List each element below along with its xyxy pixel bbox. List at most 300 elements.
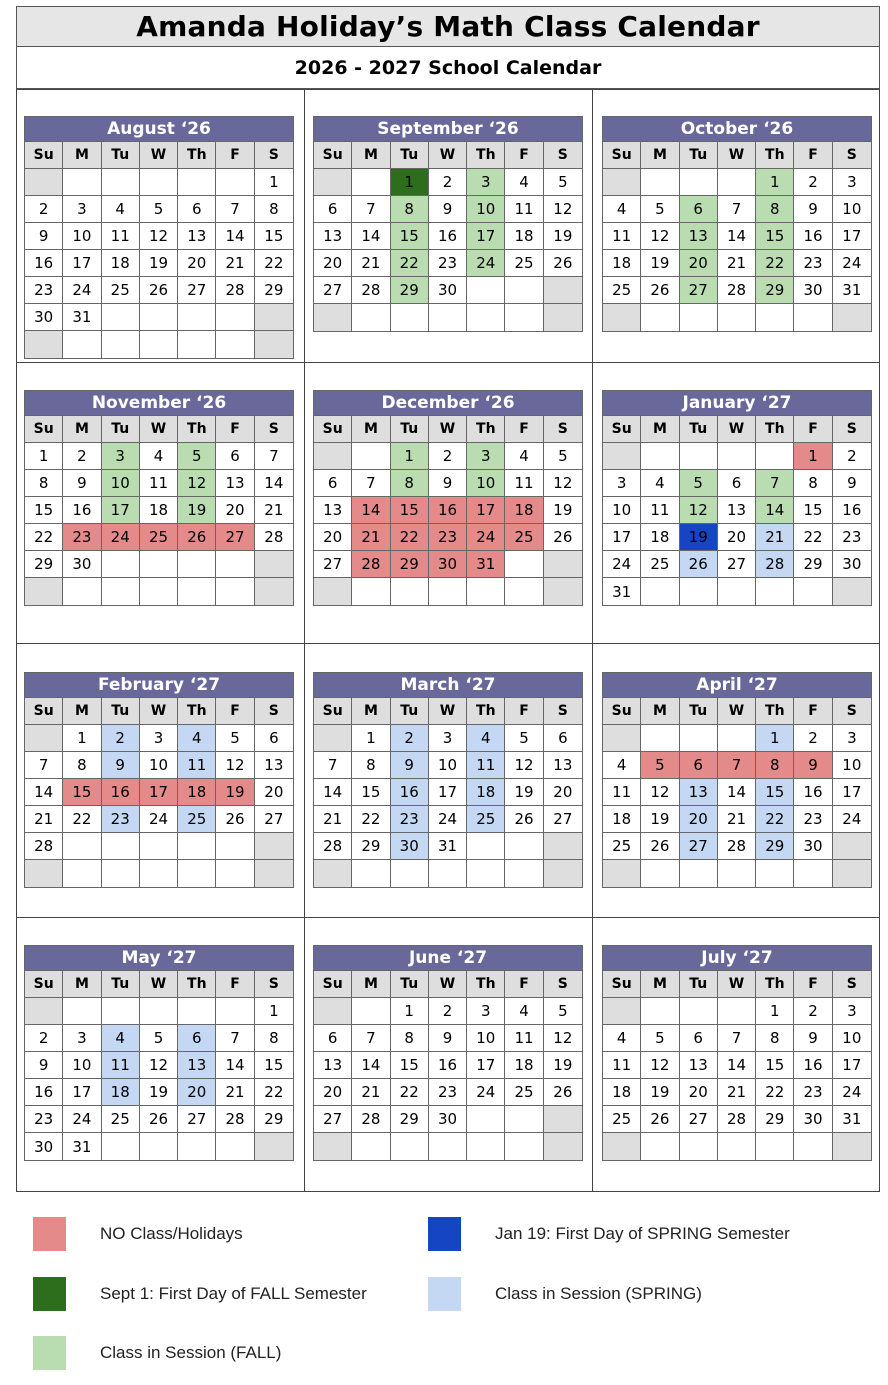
day-cell: 12 bbox=[505, 752, 543, 779]
weekday-header: S bbox=[544, 416, 582, 443]
empty-cell bbox=[603, 443, 641, 470]
day-cell: 30 bbox=[391, 833, 429, 860]
empty-cell bbox=[255, 304, 293, 331]
weekday-header: S bbox=[544, 971, 582, 998]
day-cell: 5 bbox=[641, 752, 679, 779]
empty-cell bbox=[314, 169, 352, 196]
weekday-header: Tu bbox=[391, 698, 429, 725]
empty-cell bbox=[718, 169, 756, 196]
day-cell: 14 bbox=[352, 497, 390, 524]
weekday-header: Th bbox=[467, 698, 505, 725]
day-cell: 8 bbox=[756, 196, 794, 223]
day-cell: 20 bbox=[680, 806, 718, 833]
empty-cell bbox=[178, 860, 216, 887]
day-cell: 9 bbox=[102, 752, 140, 779]
day-cell: 14 bbox=[25, 779, 63, 806]
day-cell: 30 bbox=[794, 1106, 832, 1133]
day-cell: 26 bbox=[544, 1079, 582, 1106]
empty-cell bbox=[429, 304, 467, 331]
month-calendar bbox=[24, 116, 294, 359]
day-cell: 31 bbox=[833, 1106, 871, 1133]
day-cell: 10 bbox=[467, 470, 505, 497]
day-cell: 11 bbox=[603, 1052, 641, 1079]
weekday-header: F bbox=[505, 971, 543, 998]
day-cell: 3 bbox=[467, 998, 505, 1025]
day-cell: 22 bbox=[391, 524, 429, 551]
day-cell: 26 bbox=[505, 806, 543, 833]
day-cell: 1 bbox=[63, 725, 101, 752]
day-cell: 17 bbox=[63, 1079, 101, 1106]
weekday-header: Su bbox=[314, 416, 352, 443]
legend-item-fall-session bbox=[33, 1336, 281, 1370]
empty-cell bbox=[505, 551, 543, 578]
day-cell: 19 bbox=[680, 524, 718, 551]
empty-cell bbox=[544, 833, 582, 860]
day-cell: 18 bbox=[102, 250, 140, 277]
day-cell: 20 bbox=[255, 779, 293, 806]
legend-item-spring-start bbox=[428, 1217, 790, 1251]
day-cell: 12 bbox=[641, 223, 679, 250]
day-cell: 8 bbox=[63, 752, 101, 779]
day-cell: 4 bbox=[603, 752, 641, 779]
empty-cell bbox=[544, 551, 582, 578]
day-cell: 5 bbox=[641, 196, 679, 223]
day-cell: 10 bbox=[140, 752, 178, 779]
day-cell: 15 bbox=[391, 223, 429, 250]
weekday-header: S bbox=[255, 142, 293, 169]
day-cell: 18 bbox=[603, 806, 641, 833]
day-cell: 29 bbox=[391, 277, 429, 304]
day-cell: 23 bbox=[25, 1106, 63, 1133]
empty-cell bbox=[505, 277, 543, 304]
empty-cell bbox=[680, 578, 718, 605]
day-cell: 12 bbox=[140, 223, 178, 250]
weekday-header: Su bbox=[314, 142, 352, 169]
empty-cell bbox=[25, 860, 63, 887]
day-cell: 5 bbox=[544, 169, 582, 196]
day-cell: 2 bbox=[429, 443, 467, 470]
month-calendar bbox=[24, 672, 294, 888]
day-cell: 24 bbox=[63, 277, 101, 304]
day-cell: 14 bbox=[352, 1052, 390, 1079]
day-cell: 21 bbox=[314, 806, 352, 833]
weekday-header: W bbox=[718, 416, 756, 443]
empty-cell bbox=[140, 331, 178, 358]
day-cell: 23 bbox=[429, 1079, 467, 1106]
day-cell: 5 bbox=[544, 443, 582, 470]
day-cell: 7 bbox=[352, 470, 390, 497]
day-cell: 25 bbox=[505, 1079, 543, 1106]
day-cell: 13 bbox=[255, 752, 293, 779]
day-cell: 20 bbox=[178, 1079, 216, 1106]
day-cell: 30 bbox=[25, 1133, 63, 1160]
day-cell: 15 bbox=[756, 779, 794, 806]
day-cell: 13 bbox=[178, 223, 216, 250]
empty-cell bbox=[140, 169, 178, 196]
legend-label: NO Class/Holidays bbox=[100, 1224, 243, 1243]
day-cell: 24 bbox=[467, 1079, 505, 1106]
day-cell: 10 bbox=[467, 1025, 505, 1052]
day-cell: 5 bbox=[544, 998, 582, 1025]
empty-cell bbox=[641, 725, 679, 752]
empty-cell bbox=[178, 578, 216, 605]
empty-cell bbox=[544, 1133, 582, 1160]
day-cell: 29 bbox=[756, 1106, 794, 1133]
spring-start-swatch bbox=[428, 1217, 461, 1251]
day-cell: 13 bbox=[314, 1052, 352, 1079]
holiday-swatch bbox=[33, 1217, 66, 1251]
empty-cell bbox=[718, 1133, 756, 1160]
spring-session-swatch bbox=[428, 1277, 461, 1311]
day-cell: 23 bbox=[833, 524, 871, 551]
day-cell: 3 bbox=[467, 169, 505, 196]
day-cell: 5 bbox=[178, 443, 216, 470]
empty-cell bbox=[718, 860, 756, 887]
day-cell: 26 bbox=[140, 277, 178, 304]
weekday-header: Tu bbox=[391, 142, 429, 169]
empty-cell bbox=[314, 304, 352, 331]
empty-cell bbox=[216, 1133, 254, 1160]
weekday-header: F bbox=[794, 142, 832, 169]
empty-cell bbox=[680, 304, 718, 331]
day-cell: 27 bbox=[178, 1106, 216, 1133]
day-cell: 26 bbox=[680, 551, 718, 578]
day-cell: 12 bbox=[544, 1025, 582, 1052]
empty-cell bbox=[352, 443, 390, 470]
empty-cell bbox=[216, 551, 254, 578]
empty-cell bbox=[544, 1106, 582, 1133]
month-calendar bbox=[602, 672, 872, 888]
empty-cell bbox=[718, 998, 756, 1025]
day-cell: 2 bbox=[63, 443, 101, 470]
day-cell: 16 bbox=[429, 1052, 467, 1079]
day-cell: 30 bbox=[833, 551, 871, 578]
day-cell: 21 bbox=[718, 1079, 756, 1106]
day-cell: 11 bbox=[641, 497, 679, 524]
day-cell: 6 bbox=[314, 470, 352, 497]
empty-cell bbox=[833, 578, 871, 605]
empty-cell bbox=[756, 304, 794, 331]
day-cell: 1 bbox=[391, 169, 429, 196]
day-cell: 10 bbox=[467, 196, 505, 223]
day-cell: 11 bbox=[505, 1025, 543, 1052]
day-cell: 16 bbox=[25, 1079, 63, 1106]
day-cell: 20 bbox=[314, 524, 352, 551]
day-cell: 19 bbox=[140, 250, 178, 277]
day-cell: 1 bbox=[756, 998, 794, 1025]
day-cell: 12 bbox=[641, 779, 679, 806]
day-cell: 21 bbox=[718, 250, 756, 277]
empty-cell bbox=[140, 1133, 178, 1160]
day-cell: 18 bbox=[505, 223, 543, 250]
day-cell: 23 bbox=[794, 806, 832, 833]
day-cell: 8 bbox=[352, 752, 390, 779]
day-cell: 2 bbox=[391, 725, 429, 752]
empty-cell bbox=[505, 1106, 543, 1133]
day-cell: 24 bbox=[429, 806, 467, 833]
day-cell: 10 bbox=[429, 752, 467, 779]
day-cell: 15 bbox=[391, 1052, 429, 1079]
day-cell: 18 bbox=[140, 497, 178, 524]
day-cell: 7 bbox=[216, 1025, 254, 1052]
empty-cell bbox=[505, 578, 543, 605]
empty-cell bbox=[178, 833, 216, 860]
day-cell: 27 bbox=[255, 806, 293, 833]
empty-cell bbox=[255, 578, 293, 605]
day-cell: 27 bbox=[314, 1106, 352, 1133]
day-cell: 12 bbox=[680, 497, 718, 524]
empty-cell bbox=[63, 860, 101, 887]
day-cell: 28 bbox=[352, 551, 390, 578]
day-cell: 23 bbox=[794, 250, 832, 277]
month-name: November ‘26 bbox=[25, 391, 293, 416]
weekday-header: Su bbox=[603, 698, 641, 725]
day-cell: 28 bbox=[216, 1106, 254, 1133]
empty-cell bbox=[178, 998, 216, 1025]
empty-cell bbox=[718, 304, 756, 331]
day-cell: 7 bbox=[216, 196, 254, 223]
day-cell: 26 bbox=[641, 1106, 679, 1133]
weekday-header: F bbox=[794, 971, 832, 998]
empty-cell bbox=[352, 304, 390, 331]
empty-cell bbox=[718, 725, 756, 752]
day-cell: 16 bbox=[25, 250, 63, 277]
empty-cell bbox=[102, 169, 140, 196]
day-cell: 9 bbox=[25, 223, 63, 250]
day-cell: 14 bbox=[718, 779, 756, 806]
day-cell: 3 bbox=[140, 725, 178, 752]
weekday-header: Tu bbox=[391, 971, 429, 998]
day-cell: 25 bbox=[178, 806, 216, 833]
empty-cell bbox=[756, 1133, 794, 1160]
day-cell: 2 bbox=[794, 169, 832, 196]
weekday-header: S bbox=[255, 416, 293, 443]
weekday-header: Th bbox=[756, 971, 794, 998]
weekday-header: Tu bbox=[102, 698, 140, 725]
day-cell: 31 bbox=[603, 578, 641, 605]
day-cell: 22 bbox=[756, 806, 794, 833]
day-cell: 24 bbox=[102, 524, 140, 551]
day-cell: 13 bbox=[680, 1052, 718, 1079]
day-cell: 29 bbox=[25, 551, 63, 578]
month-calendar bbox=[602, 116, 872, 332]
day-cell: 30 bbox=[794, 833, 832, 860]
day-cell: 21 bbox=[216, 250, 254, 277]
day-cell: 17 bbox=[429, 779, 467, 806]
day-cell: 9 bbox=[429, 1025, 467, 1052]
day-cell: 11 bbox=[102, 223, 140, 250]
day-cell: 4 bbox=[505, 443, 543, 470]
day-cell: 2 bbox=[25, 1025, 63, 1052]
day-cell: 3 bbox=[467, 443, 505, 470]
weekday-header: S bbox=[833, 971, 871, 998]
day-cell: 20 bbox=[680, 1079, 718, 1106]
empty-cell bbox=[505, 833, 543, 860]
empty-cell bbox=[467, 578, 505, 605]
month-calendar bbox=[602, 390, 872, 606]
month-calendar bbox=[602, 945, 872, 1161]
day-cell: 29 bbox=[352, 833, 390, 860]
day-cell: 28 bbox=[718, 833, 756, 860]
empty-cell bbox=[391, 860, 429, 887]
weekday-header: Tu bbox=[102, 142, 140, 169]
empty-cell bbox=[391, 304, 429, 331]
day-cell: 25 bbox=[603, 277, 641, 304]
empty-cell bbox=[102, 998, 140, 1025]
weekday-header: W bbox=[718, 971, 756, 998]
day-cell: 1 bbox=[391, 443, 429, 470]
empty-cell bbox=[641, 1133, 679, 1160]
empty-cell bbox=[216, 331, 254, 358]
empty-cell bbox=[314, 725, 352, 752]
weekday-header: W bbox=[718, 142, 756, 169]
day-cell: 17 bbox=[833, 1052, 871, 1079]
day-cell: 21 bbox=[756, 524, 794, 551]
month-name: June ‘27 bbox=[314, 946, 582, 971]
weekday-header: Th bbox=[756, 142, 794, 169]
fall-start-swatch bbox=[33, 1277, 66, 1311]
month-name: August ‘26 bbox=[25, 117, 293, 142]
day-cell: 31 bbox=[429, 833, 467, 860]
empty-cell bbox=[756, 443, 794, 470]
empty-cell bbox=[429, 1133, 467, 1160]
day-cell: 2 bbox=[429, 169, 467, 196]
weekday-header: Su bbox=[314, 698, 352, 725]
weekday-header: M bbox=[641, 142, 679, 169]
day-cell: 26 bbox=[178, 524, 216, 551]
day-cell: 13 bbox=[718, 497, 756, 524]
day-cell: 28 bbox=[216, 277, 254, 304]
empty-cell bbox=[25, 331, 63, 358]
empty-cell bbox=[140, 304, 178, 331]
day-cell: 24 bbox=[63, 1106, 101, 1133]
day-cell: 9 bbox=[833, 470, 871, 497]
day-cell: 2 bbox=[794, 998, 832, 1025]
day-cell: 21 bbox=[352, 250, 390, 277]
day-cell: 23 bbox=[429, 524, 467, 551]
day-cell: 9 bbox=[429, 196, 467, 223]
day-cell: 6 bbox=[255, 725, 293, 752]
day-cell: 15 bbox=[255, 1052, 293, 1079]
weekday-header: Su bbox=[25, 142, 63, 169]
month-name: April ‘27 bbox=[603, 673, 871, 698]
day-cell: 18 bbox=[178, 779, 216, 806]
empty-cell bbox=[216, 998, 254, 1025]
day-cell: 30 bbox=[429, 277, 467, 304]
day-cell: 31 bbox=[63, 304, 101, 331]
day-cell: 7 bbox=[314, 752, 352, 779]
day-cell: 6 bbox=[178, 196, 216, 223]
empty-cell bbox=[680, 725, 718, 752]
day-cell: 24 bbox=[467, 524, 505, 551]
day-cell: 6 bbox=[216, 443, 254, 470]
grid-divider bbox=[16, 917, 880, 918]
day-cell: 11 bbox=[505, 196, 543, 223]
month-name: February ‘27 bbox=[25, 673, 293, 698]
fall-session-swatch bbox=[33, 1336, 66, 1370]
day-cell: 4 bbox=[505, 998, 543, 1025]
weekday-header: W bbox=[140, 416, 178, 443]
day-cell: 7 bbox=[255, 443, 293, 470]
day-cell: 16 bbox=[391, 779, 429, 806]
day-cell: 30 bbox=[794, 277, 832, 304]
empty-cell bbox=[216, 304, 254, 331]
legend-item-spring-session bbox=[428, 1277, 702, 1311]
day-cell: 8 bbox=[391, 1025, 429, 1052]
day-cell: 6 bbox=[178, 1025, 216, 1052]
weekday-header: Tu bbox=[680, 142, 718, 169]
empty-cell bbox=[216, 578, 254, 605]
day-cell: 24 bbox=[603, 551, 641, 578]
day-cell: 17 bbox=[833, 779, 871, 806]
empty-cell bbox=[603, 725, 641, 752]
day-cell: 2 bbox=[794, 725, 832, 752]
day-cell: 7 bbox=[718, 196, 756, 223]
day-cell: 26 bbox=[216, 806, 254, 833]
empty-cell bbox=[352, 578, 390, 605]
month-calendar bbox=[313, 945, 583, 1161]
day-cell: 11 bbox=[178, 752, 216, 779]
empty-cell bbox=[467, 833, 505, 860]
weekday-header: M bbox=[641, 698, 679, 725]
day-cell: 14 bbox=[718, 1052, 756, 1079]
day-cell: 22 bbox=[391, 1079, 429, 1106]
empty-cell bbox=[544, 304, 582, 331]
day-cell: 1 bbox=[391, 998, 429, 1025]
empty-cell bbox=[794, 860, 832, 887]
empty-cell bbox=[467, 304, 505, 331]
day-cell: 6 bbox=[314, 196, 352, 223]
weekday-header: Su bbox=[25, 416, 63, 443]
day-cell: 18 bbox=[467, 779, 505, 806]
day-cell: 27 bbox=[680, 833, 718, 860]
day-cell: 24 bbox=[467, 250, 505, 277]
day-cell: 4 bbox=[603, 196, 641, 223]
day-cell: 7 bbox=[25, 752, 63, 779]
day-cell: 2 bbox=[429, 998, 467, 1025]
day-cell: 29 bbox=[255, 1106, 293, 1133]
weekday-header: Th bbox=[756, 698, 794, 725]
empty-cell bbox=[140, 998, 178, 1025]
month-name: July ‘27 bbox=[603, 946, 871, 971]
day-cell: 9 bbox=[63, 470, 101, 497]
day-cell: 3 bbox=[429, 725, 467, 752]
day-cell: 22 bbox=[756, 1079, 794, 1106]
day-cell: 16 bbox=[429, 223, 467, 250]
day-cell: 4 bbox=[603, 1025, 641, 1052]
day-cell: 23 bbox=[391, 806, 429, 833]
empty-cell bbox=[352, 860, 390, 887]
day-cell: 14 bbox=[216, 1052, 254, 1079]
day-cell: 24 bbox=[833, 1079, 871, 1106]
empty-cell bbox=[352, 998, 390, 1025]
day-cell: 11 bbox=[603, 779, 641, 806]
legend-label: Jan 19: First Day of SPRING Semester bbox=[495, 1224, 790, 1243]
day-cell: 19 bbox=[505, 779, 543, 806]
empty-cell bbox=[102, 1133, 140, 1160]
day-cell: 12 bbox=[178, 470, 216, 497]
day-cell: 8 bbox=[255, 1025, 293, 1052]
weekday-header: Su bbox=[25, 971, 63, 998]
empty-cell bbox=[641, 998, 679, 1025]
day-cell: 10 bbox=[833, 752, 871, 779]
empty-cell bbox=[544, 277, 582, 304]
day-cell: 22 bbox=[352, 806, 390, 833]
day-cell: 30 bbox=[429, 1106, 467, 1133]
empty-cell bbox=[140, 551, 178, 578]
weekday-header: M bbox=[63, 416, 101, 443]
day-cell: 18 bbox=[603, 250, 641, 277]
